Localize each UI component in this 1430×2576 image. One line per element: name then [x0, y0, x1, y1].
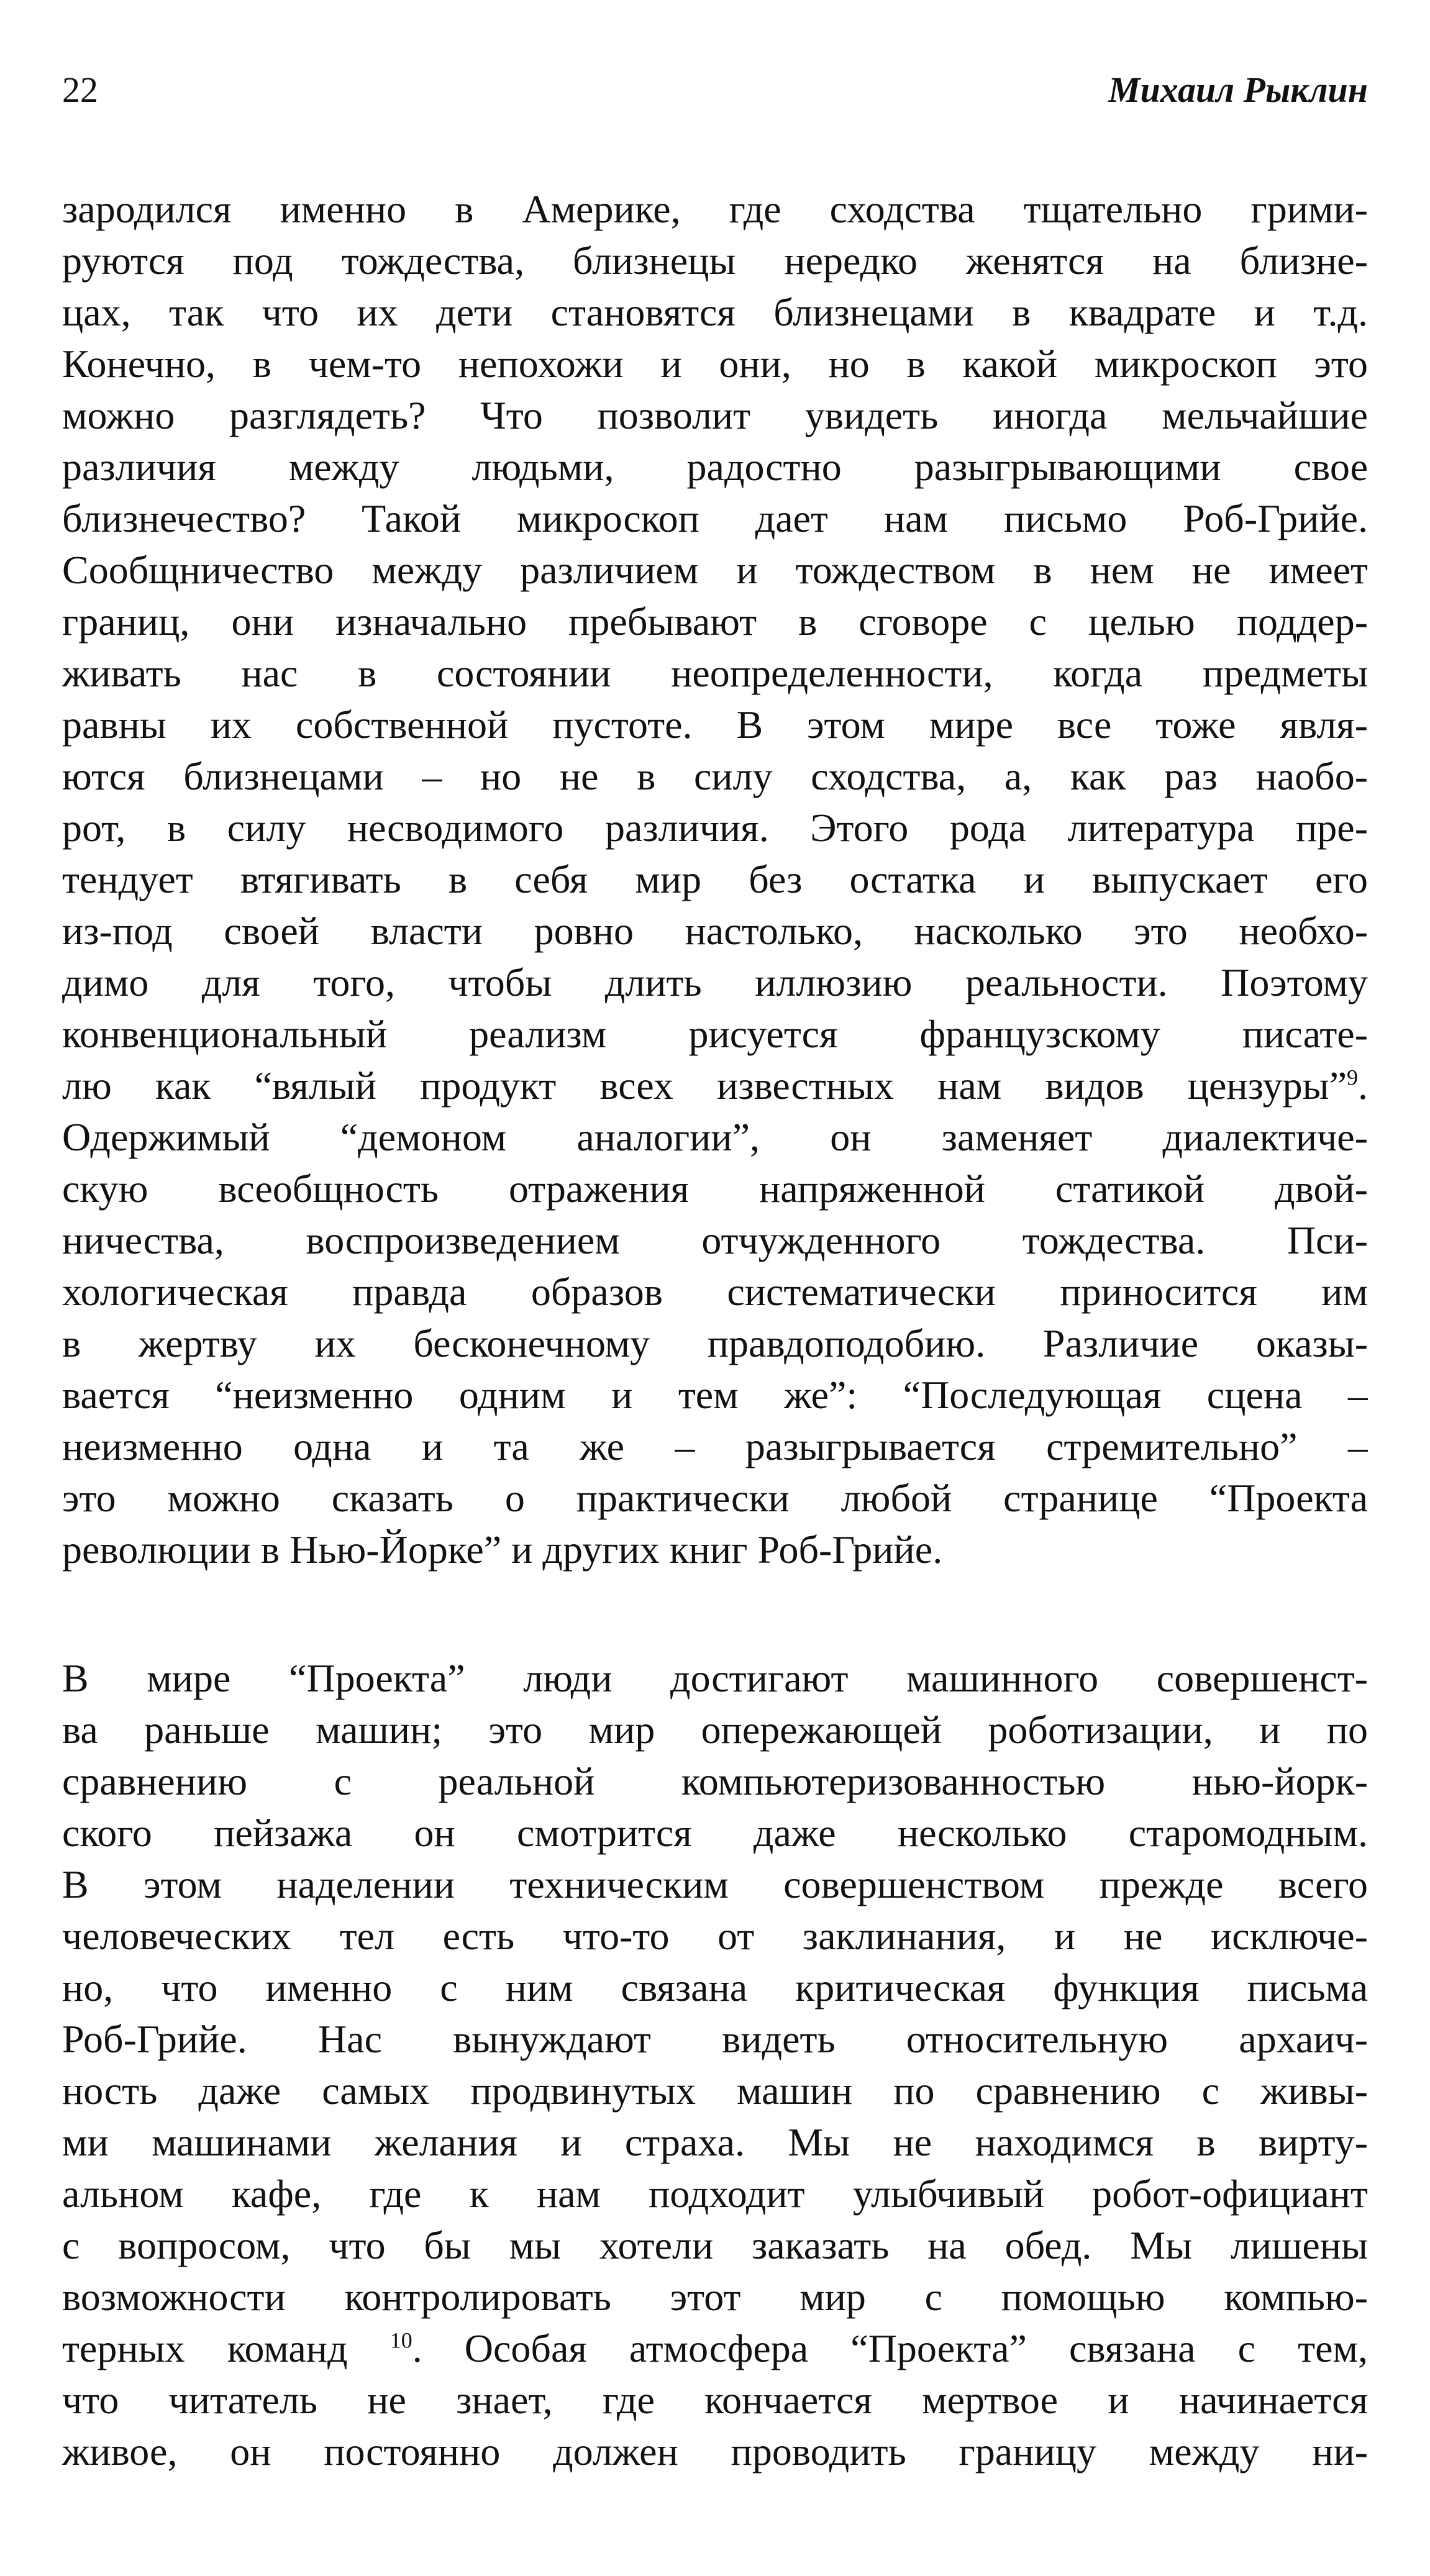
page-number: 22: [62, 70, 98, 110]
text-line: зародился именно в Америке, где сходства тщательно грими-: [62, 187, 1368, 231]
text-line: из-под своей власти ровно настолько, насколько это необхо-: [62, 909, 1368, 953]
text-line: возможности контролировать этот мир с помощью компью-: [62, 2275, 1368, 2319]
text-line: ность даже самых продвинутых машин по сравнению с живы-: [62, 2069, 1368, 2113]
text-line: альном кафе, где к нам подходит улыбчивый робот-официант: [62, 2172, 1368, 2216]
text-line: равны их собственной пустоте. В этом мире все тоже явля-: [62, 703, 1368, 747]
text-line: сравнению с реальной компьютеризованностью нью-йорк-: [62, 1759, 1368, 1803]
text-line: димо для того, чтобы длить иллюзию реальности. Поэтому: [62, 960, 1368, 1004]
text-line: с вопросом, что бы мы хотели заказать на обед. Мы лишены: [62, 2223, 1368, 2267]
footnote-tail: .: [1358, 1063, 1368, 1108]
text-line: конвенциональный реализм рисуется французскому писате-: [62, 1012, 1368, 1056]
footnote-marker[interactable]: 9: [1347, 1065, 1358, 1090]
running-header: [62, 62, 1368, 118]
text-line: Роб-Грийе. Нас вынуждают видеть относительную архаич-: [62, 2017, 1368, 2061]
text-line: можно разглядеть? Что позволит увидеть иногда мельчайшие: [62, 393, 1368, 437]
text-line: но, что именно с ним связана критическая функция письма: [62, 1965, 1368, 2009]
text-line: ничества, воспроизведением отчужденного тождества. Пси-: [62, 1218, 1368, 1262]
text-line: ми машинами желания и страха. Мы не находимся в вирту-: [62, 2120, 1368, 2164]
text-line: различия между людьми, радостно разыгрывающими свое: [62, 445, 1368, 489]
text-line: В мире “Проекта” люди достигают машинного совершенст-: [62, 1656, 1368, 1700]
text-line: революции в Нью-Йорке” и других книг Роб-Грийе.: [62, 1527, 943, 1572]
text-line: Конечно, в чем-то непохожи и они, но в какой микроскоп это: [62, 342, 1368, 386]
text-line: хологическая правда образов систематически приносится им: [62, 1270, 1368, 1314]
paragraph: [62, 1652, 1368, 2477]
text-line: человеческих тел есть что-то от заклинания, и не исключе-: [62, 1914, 1368, 1958]
text-line: что читатель не знает, где кончается мертвое и начинается: [62, 2378, 1368, 2422]
paragraph: [62, 183, 1368, 1575]
text-line: В этом наделении техническим совершенством прежде всего: [62, 1862, 1368, 1906]
text-line: Одержимый “демоном аналогии”, он заменяет диалектиче-: [62, 1115, 1368, 1159]
text-line: руются под тождества, близнецы нередко женятся на близне-: [62, 239, 1368, 283]
text-line: вается “неизменно одним и тем же”: “Последующая сцена –: [62, 1373, 1368, 1417]
text-line: тендует втягивать в себя мир без остатка и выпускает его: [62, 857, 1368, 901]
text-line: ского пейзажа он смотрится даже несколько старомодным.: [62, 1811, 1368, 1855]
text-line: живать нас в состоянии неопределенности, когда предметы: [62, 651, 1368, 695]
text-line: рот, в силу несводимого различия. Этого рода литература пре-: [62, 806, 1368, 850]
text-line: границ, они изначально пребывают в сговоре с целью поддер-: [62, 599, 1368, 644]
text-line-with-footnote: [62, 2323, 1368, 2374]
text-line: ются близнецами – но не в силу сходства, а, как раз наобо-: [62, 754, 1368, 798]
text-line-content: терных команд: [62, 2326, 348, 2370]
footnote-marker[interactable]: 10: [389, 2328, 412, 2353]
text-line: скую всеобщность отражения напряженной статикой двой-: [62, 1167, 1368, 1211]
text-line: близнечество? Такой микроскоп дает нам письмо Роб-Грийе.: [62, 496, 1368, 540]
text-line: неизменно одна и та же – разыгрывается стремительно” –: [62, 1424, 1368, 1468]
text-line: в жертву их бесконечному правдоподобию. Различие оказы-: [62, 1321, 1368, 1365]
text-line: ва раньше машин; это мир опережающей роботизации, и по: [62, 1708, 1368, 1752]
text-line: Сообщничество между различием и тождеством в нем не имеет: [62, 548, 1368, 592]
text-line-with-footnote: [62, 1060, 1368, 1111]
footnote-tail: . Особая атмосфера “Проекта” связана с тем,: [412, 2326, 1368, 2370]
text-line: цах, так что их дети становятся близнецами в квадрате и т.д.: [62, 290, 1368, 334]
author-name: Михаил Рыклин: [1108, 70, 1368, 110]
text-line: живое, он постоянно должен проводить границу между ни-: [62, 2429, 1368, 2474]
text-line-content: лю как “вялый продукт всех известных нам видов цензуры”: [62, 1063, 1347, 1108]
text-line: это можно сказать о практически любой странице “Проекта: [62, 1476, 1368, 1520]
